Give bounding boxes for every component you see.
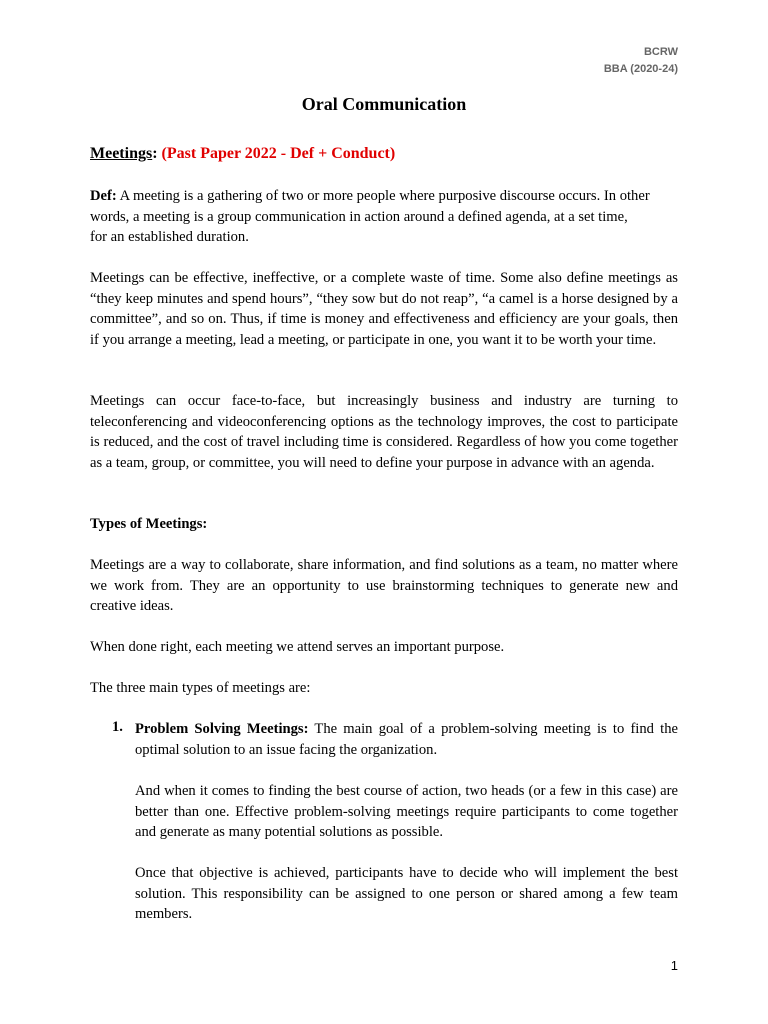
meetings-heading-label: Meetings (90, 145, 153, 162)
paragraph-face-to-face: Meetings can occur face-to-face, but increasingly business and industry are turning to teleconferencing and videoconferencing options as the technology improves, the cost to participate is reduced, and the cost of travel including time is considered. Regardless of how you come together as a team, group, or committee, you will need to define your purpose in advance with an agenda. (90, 393, 678, 471)
definition-paragraph (90, 186, 678, 248)
paragraph-effectiveness: Meetings can be effective, ineffective, or a complete waste of time. Some also define meetings as “they keep minutes and spend hours”, “they sow but do not reap”, “a camel is a horse designed by a committee”, and so on. Thus, if time is money and effectiveness and efficiency are your goals, then if you arrange a meeting, lead a meeting, or participate in one, you want it to be worth your time. (90, 270, 678, 348)
page-number: 1 (670, 958, 678, 973)
list-item-label: Problem Solving Meetings: (135, 721, 309, 737)
list-item-number: 1. (112, 719, 123, 735)
header-org: BCRW (643, 46, 678, 58)
def-line-3: for an established duration. (90, 229, 249, 246)
list-item-text: The main goal of a problem-solving meeting is to find the optimal solution to an issue facing the organization. (135, 721, 678, 758)
def-label: Def: (90, 188, 117, 204)
def-line-2: words, a meeting is a group communication in action around a defined agenda, at a set time, (90, 208, 628, 225)
header-program: BBA (2020-24) (603, 63, 678, 75)
def-line-1: A meeting is a gathering of two or more people where purposive discourse occurs. In other (116, 188, 650, 204)
meetings-heading-colon: : (152, 145, 158, 162)
meetings-heading (90, 145, 395, 163)
meetings-heading-note: (Past Paper 2022 - Def + Conduct) (161, 145, 396, 162)
paragraph-important-purpose: When done right, each meeting we attend serves an important purpose. (90, 639, 505, 655)
list-item-subparagraph-2: Once that objective is achieved, participants have to decide who will implement the best solution. This responsibility can be assigned to one person or shared among a few team members. (135, 865, 678, 923)
list-item-problem-solving (135, 719, 678, 760)
list-item-subparagraph-1: And when it comes to finding the best course of action, two heads (or a few in this case) are better than one. Effective problem-solving meetings require participants to come together and generate as many potential solutions as possible. (135, 783, 678, 841)
paragraph-collaborate: Meetings are a way to collaborate, share information, and find solutions as a team, no matter where we work from. They are an opportunity to use brainstorming techniques to generate new and creative ideas. (90, 557, 678, 615)
paragraph-three-types: The three main types of meetings are: (90, 680, 311, 696)
page-header (604, 44, 678, 78)
page-title: Oral Communication (301, 94, 467, 114)
types-heading: Types of Meetings: (90, 516, 208, 532)
